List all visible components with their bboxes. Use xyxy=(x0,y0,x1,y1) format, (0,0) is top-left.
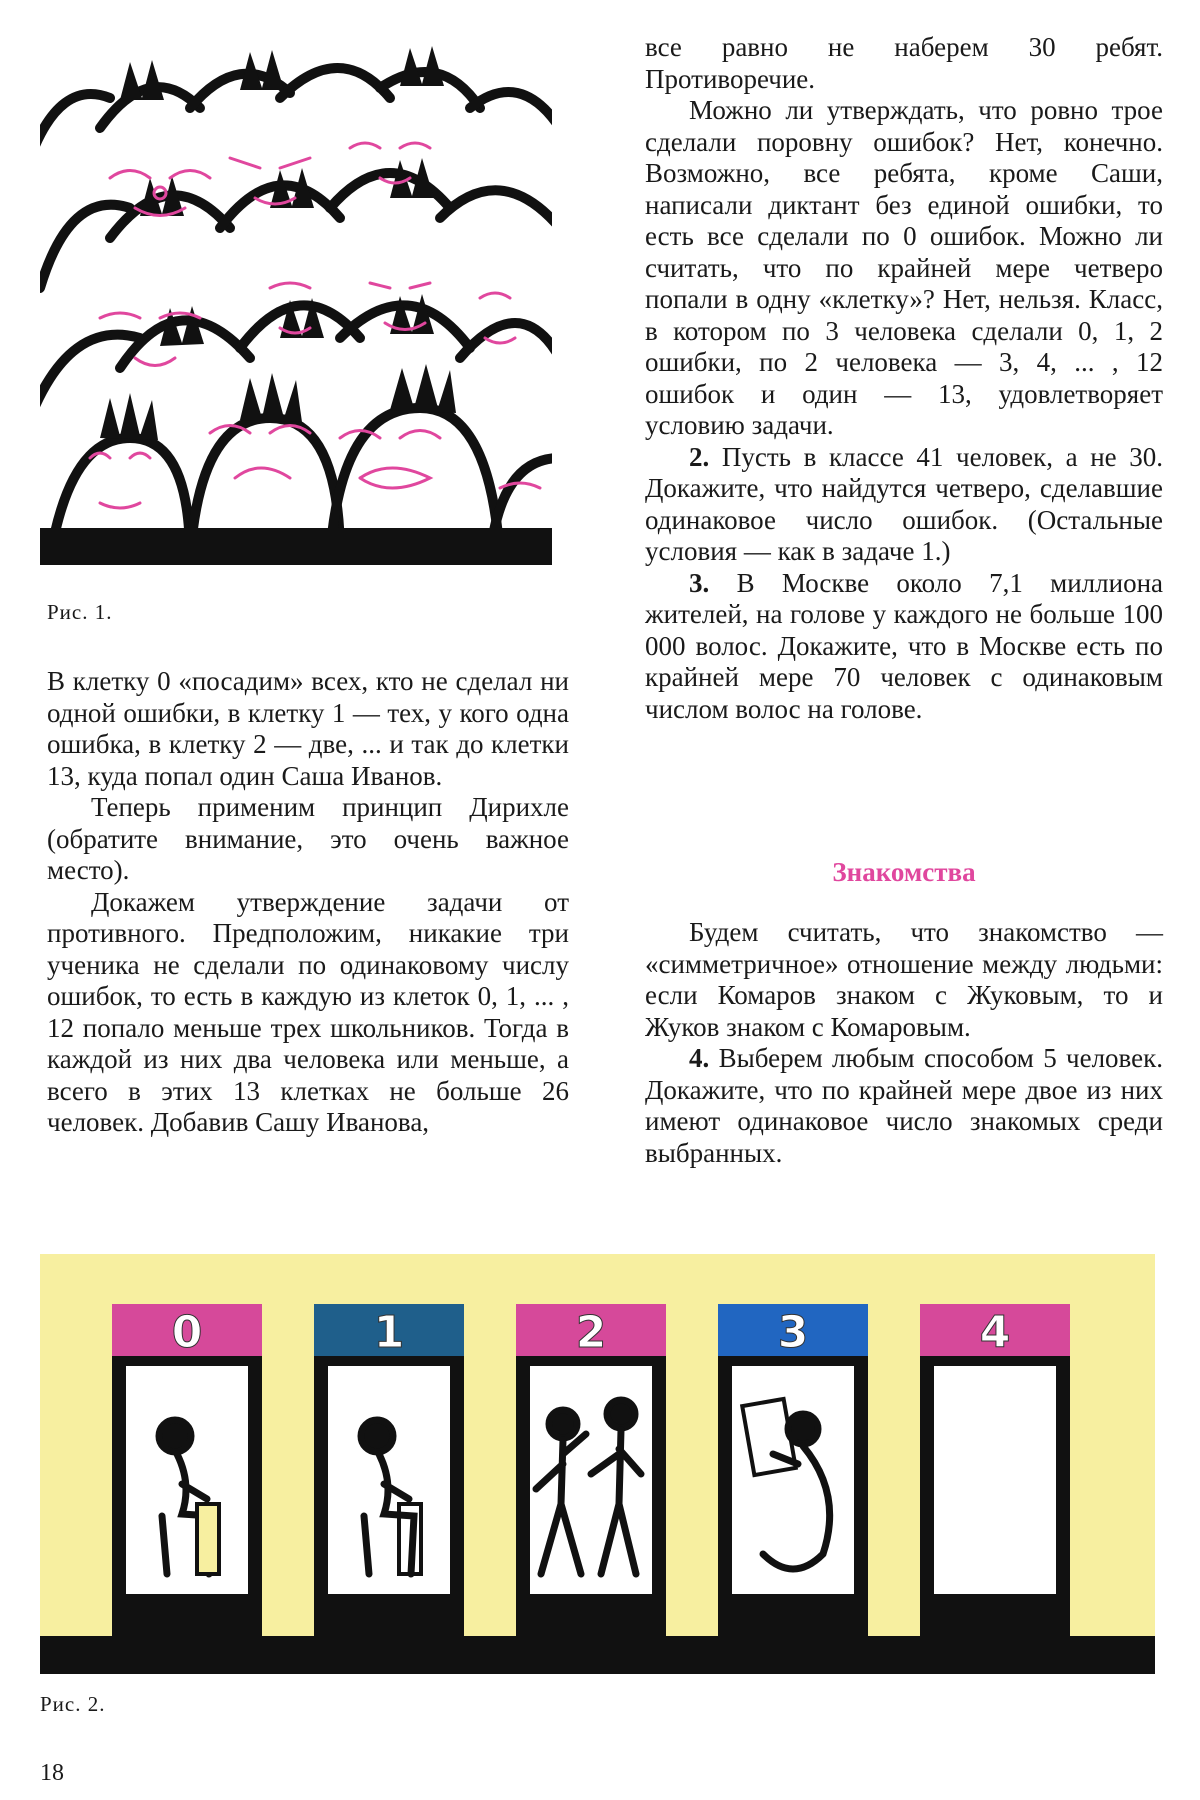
problem-2 xyxy=(645,442,1163,568)
problem-number: 3. xyxy=(689,567,710,598)
door-number-label: 4 xyxy=(979,1307,1011,1358)
door-opening xyxy=(934,1366,1056,1594)
figure-1-caption: Рис. 1. xyxy=(47,600,113,624)
door-number-label: 3 xyxy=(777,1307,809,1358)
right-text-column xyxy=(645,32,1163,725)
problem-text: Выберем любым способом 5 человек. Докажите, что по крайней мере двое из них имеют одинаковое число знакомых среди выбранных. xyxy=(645,1043,1164,1168)
figure-2-caption: Рис. 2. xyxy=(40,1692,106,1716)
figure-1-crowd-illustration xyxy=(40,38,552,565)
right-text-column-lower xyxy=(645,917,1163,1169)
paragraph: все равно не наберем 30 ребят. Противоречие. xyxy=(645,32,1163,94)
paragraph: Будем считать, что знакомство — «симметричное» отношение между людьми: если Комаров знаком с Жуковым, то и Жуков знаком с Комаровым. xyxy=(645,917,1163,1042)
door-2 xyxy=(516,1304,666,1636)
problem-number: 4. xyxy=(689,1043,710,1073)
door-1 xyxy=(314,1304,464,1636)
problem-text: В Москве около 7,1 миллиона жителей, на голове у каждого не больше 100 000 волос. Докажите, что в Москве есть по крайней мере 70 человек с одинаковым числом волос на голове. xyxy=(645,567,1164,724)
door-number-label: 2 xyxy=(575,1307,607,1358)
door-4 xyxy=(920,1304,1070,1636)
section-heading: Знакомства xyxy=(832,857,976,887)
door-3 xyxy=(718,1304,868,1636)
paragraph: Докажем утверждение задачи от противного. Предположим, никакие три ученика не сделали по одинаковому числу ошибок, то есть в каждую из клеток 0, 1, ... , 12 попало меньше трех школьников. Тогда в каждой из них два человека или меньше, а всего в этих 13 клетках не больше 26 человек. Добавив Сашу Иванова, xyxy=(47,886,569,1137)
figure-2-doors-illustration xyxy=(40,1254,1155,1674)
crowd-drawing xyxy=(40,38,552,565)
floor-bar xyxy=(40,1636,1155,1674)
door-number-label: 1 xyxy=(373,1307,405,1358)
door-opening xyxy=(732,1366,854,1594)
problem-text: Пусть в классе 41 человек, а не 30. Докажите, что найдутся четверо, сделавшие одинаковое число ошибок. (Остальные условия — как в задаче 1.) xyxy=(645,441,1163,566)
problem-number: 2. xyxy=(689,441,710,472)
page-number: 18 xyxy=(40,1760,64,1786)
left-text-column xyxy=(47,666,569,1139)
paragraph: В клетку 0 «посадим» всех, кто не сделал ни одной ошибки, в клетку 1 — тех, у кого одна ошибка, в клетку 2 — две, ... и так до клетки 13, куда попал один Саша Иванов. xyxy=(47,666,569,791)
problem-4 xyxy=(645,1043,1163,1169)
door-0 xyxy=(112,1304,262,1636)
doors-drawing xyxy=(40,1254,1155,1674)
door-number-label: 0 xyxy=(171,1307,203,1358)
paragraph: Теперь применим принцип Дирихле (обратите внимание, это очень важное место). xyxy=(47,792,569,885)
problem-3 xyxy=(645,568,1163,726)
paragraph: Можно ли утверждать, что ровно трое сделали поровну ошибок? Нет, конечно. Возможно, все ребята, кроме Саши, написали диктант без единой ошибки, то есть все сделали по 0 ошибок. Можно ли считать, что по крайней мере четверо попали в одну «клетку»? Нет, нельзя. Класс, в котором по 3 человека сделали 0, 1, 2 ошибки, по 2 человека — 3, 4, ... , 12 ошибок и один — 13, удовлетворяет условию задачи. xyxy=(645,95,1163,440)
